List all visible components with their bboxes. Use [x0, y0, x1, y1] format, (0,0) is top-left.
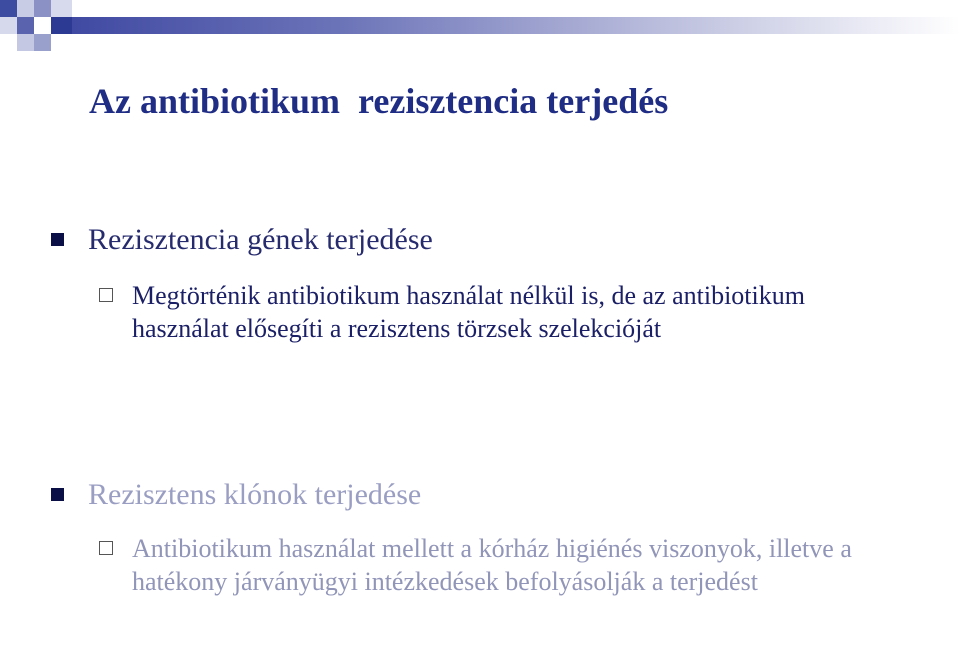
filled-square-bullet-icon [51, 488, 64, 501]
hollow-square-bullet-icon [99, 288, 113, 302]
decor-square [17, 0, 34, 17]
bullet-item-2 [51, 477, 421, 513]
decor-square [0, 0, 17, 17]
sub-bullet-item-1 [99, 279, 859, 345]
bullet-item-1 [51, 222, 433, 258]
decor-square [34, 34, 51, 51]
sub-bullet-item-2 [99, 532, 859, 598]
bullet-label: Rezisztencia gének terjedése [88, 223, 433, 256]
filled-square-bullet-icon [51, 233, 64, 246]
decor-square [0, 17, 17, 34]
decor-square [17, 34, 34, 51]
sub-bullet-text: Antibiotikum használat mellett a kórház higiénés viszonyok, illetve a hatékony járványügyi intézkedések befolyásolják a terjedést [132, 534, 852, 596]
slide-title: Az antibiotikum rezisztencia terjedés [89, 81, 669, 121]
decor-square [51, 0, 72, 17]
header-gradient-bar [72, 17, 960, 34]
decor-square [34, 17, 51, 34]
decor-square [17, 17, 34, 34]
sub-bullet-text: Megtörténik antibiotikum használat nélkül is, de az antibiotikum használat elősegíti a rezisztens törzsek szelekcióját [132, 281, 805, 343]
bullet-label: Rezisztens klónok terjedése [88, 478, 422, 511]
decor-square [34, 0, 51, 17]
decor-square [51, 17, 72, 34]
header-decoration [0, 0, 960, 60]
hollow-square-bullet-icon [99, 541, 113, 555]
